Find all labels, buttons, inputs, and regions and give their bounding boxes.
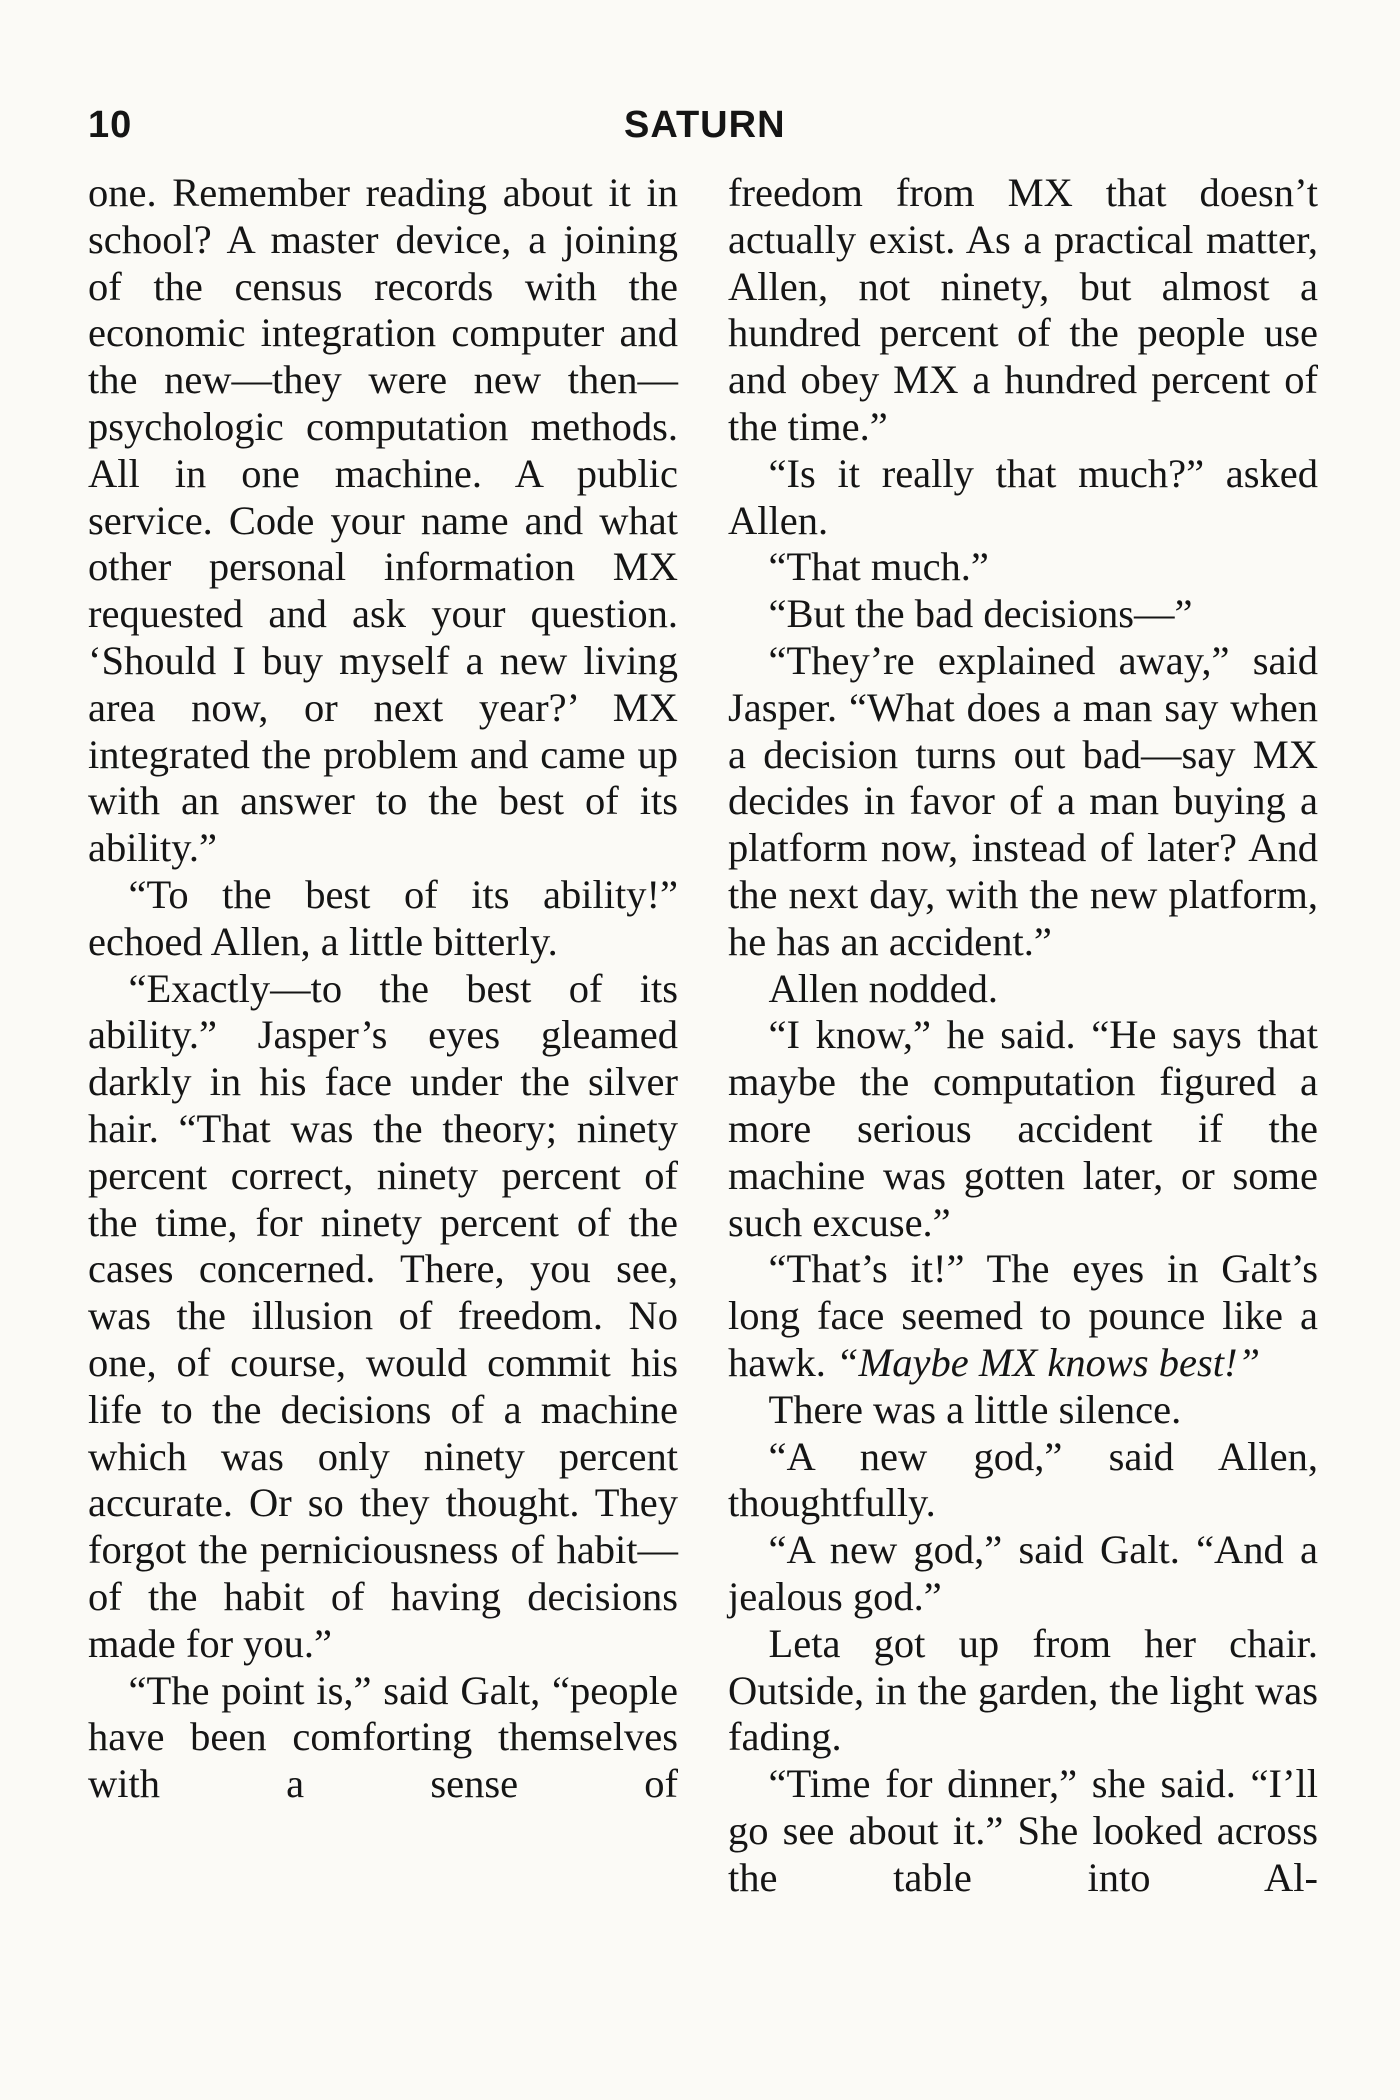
- paragraph: “Time for dinner,” she said. “I’ll go see about it.” She looked across the table into Al-: [728, 1761, 1318, 1900]
- paragraph: There was a little silence.: [768, 1386, 1182, 1432]
- paragraph: Allen nodded.: [768, 965, 998, 1011]
- paragraph: freedom from MX that doesn’t actually exist. As a practical matter, Allen, not ninety, but almost a hundred percent of the people use and obey MX a hundred percent of the time.”: [728, 170, 1318, 449]
- right-column: [728, 170, 1318, 1901]
- running-head: SATURN: [624, 104, 786, 146]
- dialogue-text: “That’s it!” The eyes in Galt’s long face seemed to pounce like a hawk.: [728, 1246, 1318, 1385]
- paragraph: “To the best of its ability!” echoed Allen, a little bitterly.: [88, 871, 678, 964]
- paragraph: “A new god,” said Allen, thoughtfully.: [728, 1433, 1318, 1526]
- paragraph: one. Remember reading about it in school? A master device, a joining of the census records with the economic integration computer and the new—they were new then—psychologic computation methods. All in one machine. A public service. Code your name and what other personal information MX requested and ask your question. ‘Should I buy myself a new living area now, or next year?’ MX integrated the problem and came up with an answer to the best of its ability.”: [88, 170, 678, 871]
- italic-quote: “Maybe MX knows best!”: [835, 1339, 1261, 1385]
- paragraph: “Exactly—to the best of its ability.” Jasper’s eyes gleamed darkly in his face under the silver hair. “That was the theory; ninety percent correct, ninety percent of the time, for ninety percent of the cases concerned. There, you see, was the illusion of freedom. No one, of course, would commit his life to the decisions of a machine which was only ninety percent accurate. Or so they thought. They forgot the perniciousness of habit—of the habit of having decisions made for you.”: [88, 965, 678, 1666]
- page-number: 10: [88, 104, 133, 146]
- paragraph: “They’re explained away,” said Jasper. “What does a man say when a decision turns out bad—say MX decides in favor of a man buying a platform now, instead of later? And the next day, with the new platform, he has an accident.”: [728, 637, 1318, 964]
- paragraph: “But the bad decisions—”: [768, 591, 1193, 637]
- paragraph: “That much.”: [768, 544, 989, 590]
- paragraph: “Is it really that much?” asked Allen.: [728, 450, 1318, 543]
- paragraph: “I know,” he said. “He says that maybe the computation figured a more serious accident if the machine was gotten later, or some such excuse.”: [728, 1012, 1318, 1245]
- paragraph: [728, 1246, 1318, 1386]
- paragraph: “A new god,” said Galt. “And a jealous god.”: [728, 1527, 1318, 1619]
- page-header: [88, 104, 1328, 164]
- paragraph: “The point is,” said Galt, “people have been comforting themselves with a sense of: [88, 1667, 678, 1807]
- paragraph: Leta got up from her chair. Outside, in the garden, the light was fading.: [728, 1620, 1318, 1760]
- left-column: [88, 170, 678, 1808]
